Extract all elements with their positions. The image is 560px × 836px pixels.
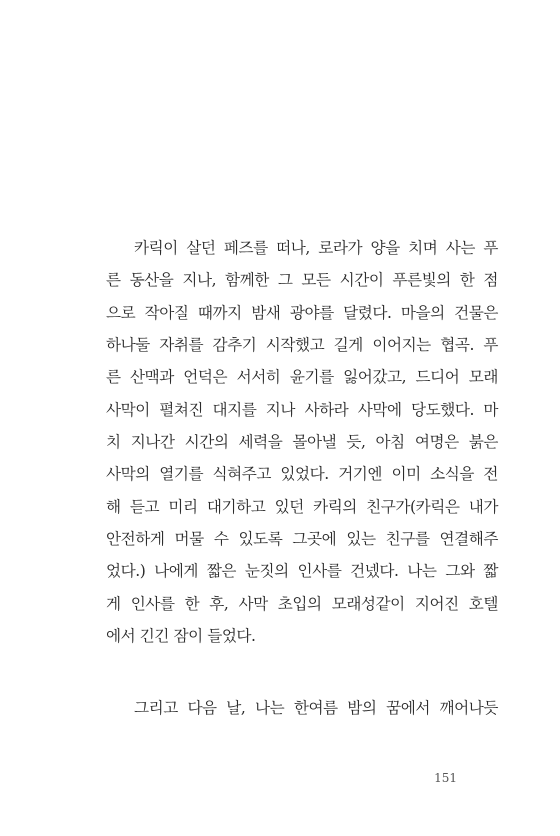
paragraph	[106, 232, 498, 652]
text-line: 었다.) 나에게 짧은 눈짓의 인사를 건넸다. 나는 그와 짧	[106, 562, 498, 581]
text-line: 으로 작아질 때까지 밤새 광야를 달렸다. 마을의 건물은	[106, 303, 498, 322]
text-line: 하나둘 자취를 감추기 시작했고 길게 이어지는 협곡. 푸	[106, 336, 498, 355]
text-line: 해 듣고 미리 대기하고 있던 카릭의 친구가(카릭은 내가	[106, 497, 498, 516]
text-line: 치 지나간 시간의 세력을 몰아낼 듯, 아침 여명은 붉은	[106, 433, 498, 452]
text-line: 사막이 펼쳐진 대지를 지나 사하라 사막에 당도했다. 마	[106, 400, 498, 419]
text-line: 안전하게 머물 수 있도록 그곳에 있는 친구를 연결해주	[106, 530, 498, 549]
paragraph	[106, 692, 498, 724]
text-line: 사막의 열기를 식혀주고 있었다. 거기엔 이미 소식을 전	[106, 465, 498, 484]
text-line: 에서 긴긴 잠이 들었다.	[106, 627, 256, 646]
text-line: 른 동산을 지나, 함께한 그 모든 시간이 푸른빛의 한 점	[106, 271, 498, 290]
text-line: 른 산맥과 언덕은 서서히 윤기를 잃어갔고, 드디어 모래	[106, 368, 498, 387]
page-number: 151	[434, 771, 457, 785]
text-line: 그리고 다음 날, 나는 한여름 밤의 꿈에서 깨어나듯	[134, 699, 498, 717]
text-line: 카릭이 살던 페즈를 떠나, 로라가 양을 치며 사는 푸	[134, 239, 498, 257]
text-line: 게 인사를 한 후, 사막 초입의 모래성같이 지어진 호텔	[106, 594, 498, 613]
